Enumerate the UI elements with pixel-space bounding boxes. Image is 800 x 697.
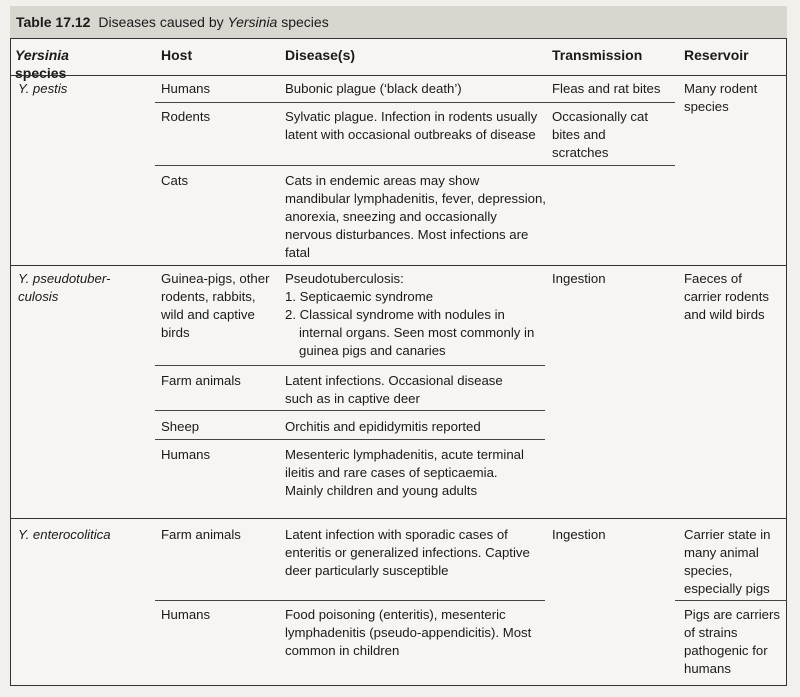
reservoir-cell: Carrier state in many animal species, especially pigs xyxy=(684,527,771,596)
host-cell: Humans xyxy=(161,81,211,96)
reservoir-cell: Pigs are carriers of strains pathogenic for humans xyxy=(684,607,781,676)
row-divider xyxy=(155,410,545,411)
header-species xyxy=(15,46,69,82)
host-cell: Humans xyxy=(161,607,211,622)
disease-cell: Food poisoning (enteritis), mesenteric lymphadenitis (pseudo-appendicitis). Most common in children xyxy=(285,607,532,658)
disease-cell: Orchitis and epididymitis reported xyxy=(285,419,481,434)
header-host: Host xyxy=(161,47,193,63)
group-divider xyxy=(10,265,787,266)
disease-cell: Sylvatic plague. Infection in rodents usually latent with occasional outbreaks of disease xyxy=(285,109,538,142)
caption-prefix: Diseases caused by xyxy=(98,14,224,30)
disease-item: 2. Classical syndrome with nodules in internal organs. Seen most commonly in guinea pigs and canaries xyxy=(285,307,535,358)
caption-suffix: species xyxy=(281,14,329,30)
disease-cell: Mesenteric lymphadenitis, acute terminal ileitis and rare cases of septicaemia. Mainly children and young adults xyxy=(285,447,524,498)
transmission-cell: Fleas and rat bites xyxy=(552,81,661,96)
host-cell: Rodents xyxy=(161,109,211,124)
row-divider xyxy=(155,439,545,440)
caption-genus: Yersinia xyxy=(227,14,278,30)
row-divider xyxy=(545,102,675,103)
disease-cell: Latent infections. Occasional disease such as in captive deer xyxy=(285,373,503,406)
header-rule xyxy=(10,75,787,76)
transmission-cell: Ingestion xyxy=(552,527,606,542)
species-pestis: Y. pestis xyxy=(18,81,68,96)
table-number: Table 17.12 xyxy=(16,14,91,30)
host-cell: Humans xyxy=(161,447,211,462)
header-reservoir: Reservoir xyxy=(684,47,749,63)
group-divider xyxy=(10,518,787,519)
header-transmission: Transmission xyxy=(552,47,643,63)
header-species-genus: Yersinia xyxy=(15,47,69,63)
host-cell: Sheep xyxy=(161,419,200,434)
host-cell: Farm animals xyxy=(161,527,241,542)
row-divider xyxy=(675,600,787,601)
host-cell: Farm animals xyxy=(161,373,241,388)
disease-title: Pseudotuberculosis: xyxy=(285,271,404,286)
table-title xyxy=(10,6,787,39)
host-cell: Guinea-pigs, other rodents, rabbits, wild and captive birds xyxy=(161,271,270,340)
row-divider xyxy=(155,165,675,166)
disease-cell xyxy=(285,270,543,360)
disease-cell: Cats in endemic areas may show mandibular lymphadenitis, fever, depression, anorexia, sneezing and occasionally nervous disturbances. Most infections are fatal xyxy=(285,173,546,260)
host-cell: Cats xyxy=(161,173,189,188)
disease-cell: Bubonic plague (‘black death’) xyxy=(285,81,462,96)
row-divider xyxy=(155,365,545,366)
species-enterocolitica: Y. enterocolitica xyxy=(18,527,111,542)
transmission-cell: Occasionally cat bites and scratches xyxy=(552,109,649,160)
disease-cell: Latent infection with sporadic cases of enteritis or generalized infections. Captive deer particularly susceptible xyxy=(285,527,530,578)
disease-item: 1. Septicaemic syndrome xyxy=(285,289,434,304)
species-pseudotuberculosis: Y. pseudotuber-culosis xyxy=(18,271,111,304)
transmission-cell: Ingestion xyxy=(552,271,606,286)
header-disease: Disease(s) xyxy=(285,47,356,63)
row-divider xyxy=(155,600,545,601)
header-species-rest: species xyxy=(15,65,67,81)
reservoir-cell: Faeces of carrier rodents and wild birds xyxy=(684,271,770,322)
reservoir-cell: Many rodent species xyxy=(684,81,758,114)
row-divider xyxy=(155,102,545,103)
